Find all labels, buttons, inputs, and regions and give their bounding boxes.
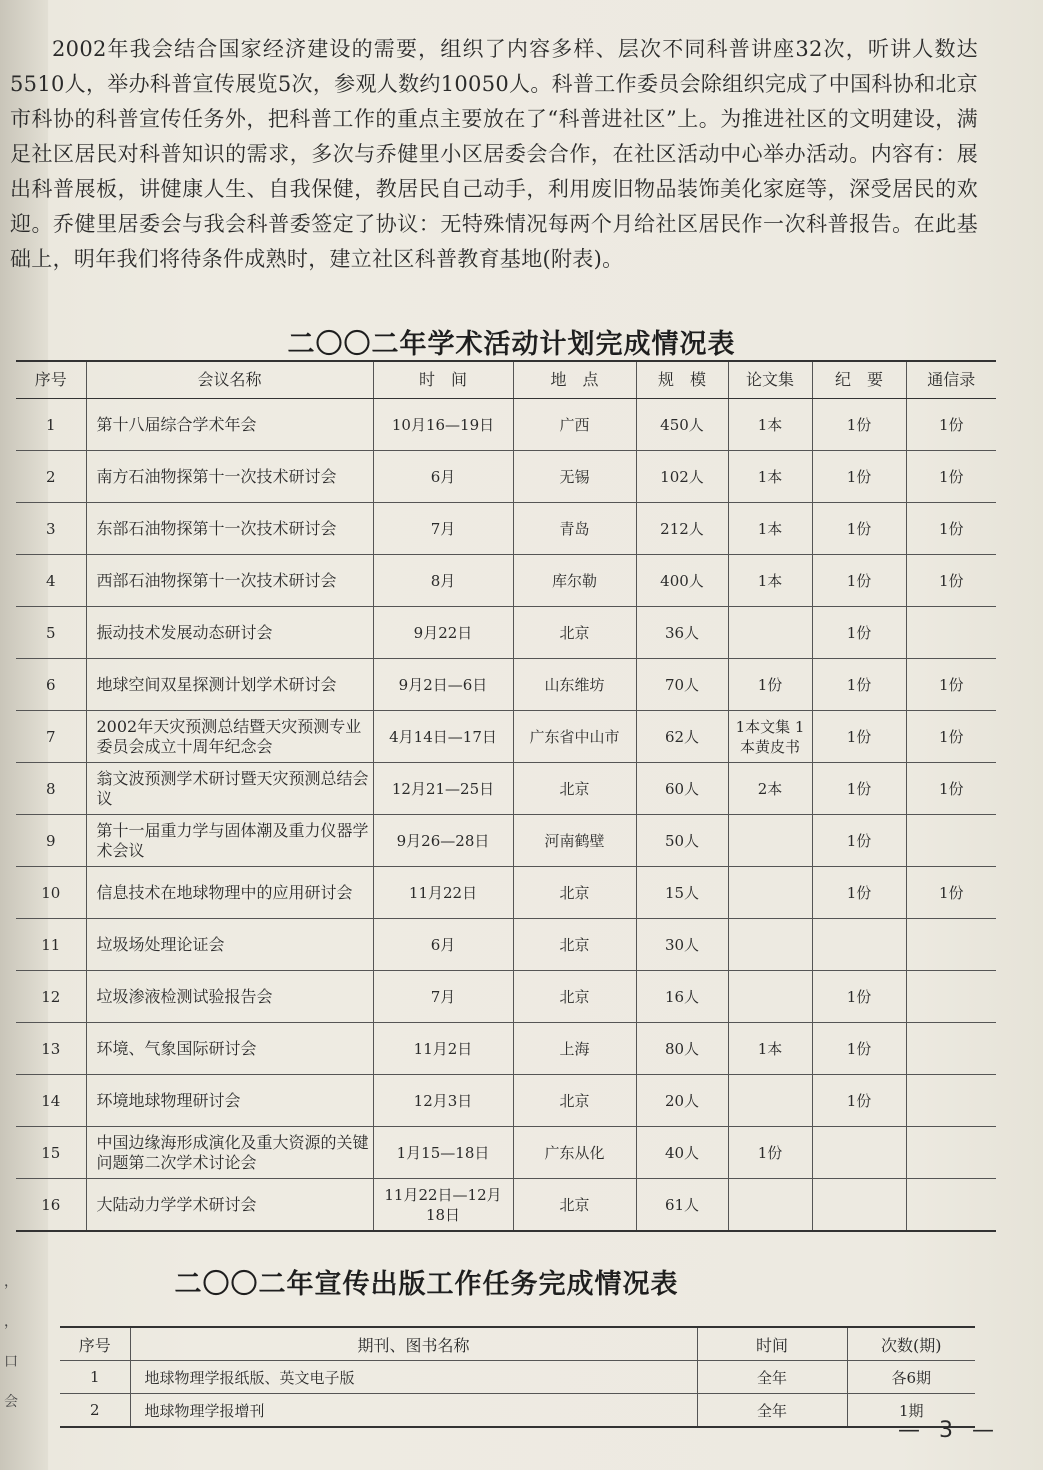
table-cell: 11月2日	[373, 1023, 513, 1075]
table-cell: 1份	[812, 1075, 906, 1127]
table-cell: 1份	[906, 503, 996, 555]
table-cell: 11月22日	[373, 867, 513, 919]
table-cell: 无锡	[513, 451, 636, 503]
table-cell	[728, 1075, 812, 1127]
table-cell: 4	[16, 555, 86, 607]
table-cell: 2本	[728, 763, 812, 815]
table-cell: 各6期	[847, 1361, 975, 1394]
table-row	[60, 1394, 975, 1428]
table-cell: 1份	[812, 451, 906, 503]
table-cell: 4月14日—17日	[373, 711, 513, 763]
column-header: 次数(期)	[847, 1327, 975, 1361]
table-cell	[728, 815, 812, 867]
table-cell: 9月2日—6日	[373, 659, 513, 711]
table-cell	[906, 1023, 996, 1075]
table-cell: 1份	[812, 763, 906, 815]
table-cell: 1本	[728, 1023, 812, 1075]
table-cell: 3	[16, 503, 86, 555]
table-cell: 1份	[812, 1023, 906, 1075]
table-cell: 60人	[636, 763, 728, 815]
table-cell: 北京	[513, 1075, 636, 1127]
table-cell: 11	[16, 919, 86, 971]
table-cell: 61人	[636, 1179, 728, 1232]
intro-paragraph: 2002年我会结合国家经济建设的需要，组织了内容多样、层次不同科普讲座32次，听讲人数达5510人，举办科普宣传展览5次，参观人数约10050人。科普工作委员会除组织完成了中国科协和北京市科协的科普宣传任务外，把科普工作的重点主要放在了“科普进社区”上。为推进社区的文明建设，满足社区居民对科普知识的需求，多次与乔健里小区居委会合作，在社区活动中心举办活动。内容有：展出科普展板，讲健康人生、自我保健，教居民自己动手，利用废旧物品装饰美化家庭等，深受居民的欢迎。乔健里居委会与我会科普委签定了协议：无特殊情况每两个月给社区居民作一次科普报告。在此基础上，明年我们将待条件成熟时，建立社区科普教育基地(附表)。	[10, 37, 978, 271]
margin-char: ，	[4, 1314, 18, 1330]
column-header: 序号	[16, 361, 86, 399]
table-cell: 16	[16, 1179, 86, 1232]
table-cell: 垃圾场处理论证会	[86, 919, 373, 971]
table-cell: 北京	[513, 607, 636, 659]
table-cell: 北京	[513, 919, 636, 971]
table-cell: 上海	[513, 1023, 636, 1075]
table-cell: 1本文集 1本黄皮书	[728, 711, 812, 763]
table-cell: 第十一届重力学与固体潮及重力仪器学术会议	[86, 815, 373, 867]
table-cell: 20人	[636, 1075, 728, 1127]
table-cell: 1份	[812, 711, 906, 763]
table-row	[16, 711, 996, 763]
table-cell: 8	[16, 763, 86, 815]
table-cell: 大陆动力学学术研讨会	[86, 1179, 373, 1232]
table-cell: 环境地球物理研讨会	[86, 1075, 373, 1127]
table-cell	[906, 1127, 996, 1179]
table-cell: 1份	[812, 399, 906, 451]
table-row	[16, 919, 996, 971]
table-cell: 青岛	[513, 503, 636, 555]
table-row	[16, 451, 996, 503]
table-cell: 10月16—19日	[373, 399, 513, 451]
table-cell: 中国边缘海形成演化及重大资源的关键问题第二次学术讨论会	[86, 1127, 373, 1179]
table-cell: 振动技术发展动态研讨会	[86, 607, 373, 659]
table-cell: 西部石油物探第十一次技术研讨会	[86, 555, 373, 607]
table-cell: 80人	[636, 1023, 728, 1075]
column-header: 会议名称	[86, 361, 373, 399]
table-cell: 6月	[373, 451, 513, 503]
table-row	[16, 867, 996, 919]
table-cell: 50人	[636, 815, 728, 867]
table-cell: 1份	[728, 659, 812, 711]
table-row	[16, 659, 996, 711]
table-row	[16, 815, 996, 867]
table-cell	[728, 607, 812, 659]
page-number: — 3 —	[898, 1418, 1000, 1443]
table-cell: 1本	[728, 399, 812, 451]
table-cell: 1份	[906, 555, 996, 607]
table-cell	[906, 1075, 996, 1127]
table-cell: 30人	[636, 919, 728, 971]
table-cell: 1份	[906, 763, 996, 815]
table-cell	[906, 1179, 996, 1232]
table-cell: 1本	[728, 555, 812, 607]
table-cell: 62人	[636, 711, 728, 763]
column-header: 时 间	[373, 361, 513, 399]
margin-char: 会	[4, 1394, 18, 1410]
column-header: 时间	[697, 1327, 847, 1361]
table-cell: 1月15—18日	[373, 1127, 513, 1179]
table-cell: 1份	[812, 503, 906, 555]
academic-activity-table	[16, 360, 996, 1232]
table-cell: 山东维坊	[513, 659, 636, 711]
table-cell: 1份	[728, 1127, 812, 1179]
table-cell: 河南鹤壁	[513, 815, 636, 867]
column-header: 地 点	[513, 361, 636, 399]
table-row	[60, 1361, 975, 1394]
table-cell: 1份	[812, 867, 906, 919]
table-cell: 7月	[373, 971, 513, 1023]
table-cell: 地球物理学报增刊	[130, 1394, 697, 1428]
table-cell: 450人	[636, 399, 728, 451]
table-cell: 1	[16, 399, 86, 451]
table-row	[16, 971, 996, 1023]
table-cell: 翁文波预测学术研讨暨天灾预测总结会议	[86, 763, 373, 815]
table-cell: 13	[16, 1023, 86, 1075]
table-cell: 垃圾渗液检测试验报告会	[86, 971, 373, 1023]
table-cell: 1本	[728, 503, 812, 555]
table-cell: 北京	[513, 763, 636, 815]
intro-text	[10, 32, 978, 277]
academic-table-title: 二〇〇二年学术活动计划完成情况表	[287, 329, 736, 360]
table-body	[60, 1361, 975, 1428]
table-row	[16, 399, 996, 451]
table-body	[16, 399, 996, 1232]
publication-table	[60, 1326, 975, 1428]
table-cell: 212人	[636, 503, 728, 555]
publication-table-title: 二〇〇二年宣传出版工作任务完成情况表	[174, 1269, 679, 1300]
table-cell	[906, 919, 996, 971]
table-cell: 1份	[906, 399, 996, 451]
table-cell: 11月22日—12月18日	[373, 1179, 513, 1232]
table-row	[16, 1179, 996, 1232]
column-header: 论文集	[728, 361, 812, 399]
table-cell	[906, 971, 996, 1023]
margin-char: 口	[4, 1354, 18, 1370]
column-header: 规 模	[636, 361, 728, 399]
table-cell: 102人	[636, 451, 728, 503]
table-cell: 1份	[812, 971, 906, 1023]
table-cell: 地球空间双星探测计划学术研讨会	[86, 659, 373, 711]
table-row	[16, 1127, 996, 1179]
table-cell: 2	[16, 451, 86, 503]
table-cell	[812, 1127, 906, 1179]
table-cell: 7	[16, 711, 86, 763]
table-cell: 北京	[513, 971, 636, 1023]
table-cell: 第十八届综合学术年会	[86, 399, 373, 451]
table-cell	[812, 1179, 906, 1232]
table-cell: 广西	[513, 399, 636, 451]
table-cell: 广东省中山市	[513, 711, 636, 763]
table-cell: 70人	[636, 659, 728, 711]
table-row	[16, 763, 996, 815]
table-cell: 7月	[373, 503, 513, 555]
table-row	[16, 607, 996, 659]
table-cell: 9月22日	[373, 607, 513, 659]
table-cell: 1份	[906, 659, 996, 711]
table-cell: 9	[16, 815, 86, 867]
table-cell: 1本	[728, 451, 812, 503]
table-cell: 库尔勒	[513, 555, 636, 607]
column-header: 通信录	[906, 361, 996, 399]
column-header: 期刊、图书名称	[130, 1327, 697, 1361]
table-cell: 1份	[812, 815, 906, 867]
table-cell: 2	[60, 1394, 130, 1428]
table-cell: 9月26—28日	[373, 815, 513, 867]
table-cell: 2002年天灾预测总结暨天灾预测专业委员会成立十周年纪念会	[86, 711, 373, 763]
table-cell: 6	[16, 659, 86, 711]
table-cell: 6月	[373, 919, 513, 971]
table-cell	[728, 867, 812, 919]
column-header: 纪 要	[812, 361, 906, 399]
table-cell	[906, 815, 996, 867]
table-cell	[728, 971, 812, 1023]
table-cell: 40人	[636, 1127, 728, 1179]
table-cell: 1份	[812, 659, 906, 711]
table-cell: 1	[60, 1361, 130, 1394]
table-cell: 1期	[847, 1394, 975, 1428]
table-row	[16, 555, 996, 607]
table-row	[16, 1075, 996, 1127]
table-cell: 15人	[636, 867, 728, 919]
table-row	[16, 1023, 996, 1075]
table-cell: 12月21—25日	[373, 763, 513, 815]
table-cell: 12月3日	[373, 1075, 513, 1127]
table-cell: 全年	[697, 1394, 847, 1428]
table-cell: 16人	[636, 971, 728, 1023]
table-cell: 1份	[906, 867, 996, 919]
table-cell: 北京	[513, 1179, 636, 1232]
table-cell: 1份	[906, 451, 996, 503]
table-cell	[728, 919, 812, 971]
table-header-row	[16, 361, 996, 399]
table-cell: 5	[16, 607, 86, 659]
table-cell: 1份	[812, 555, 906, 607]
table-cell: 南方石油物探第十一次技术研讨会	[86, 451, 373, 503]
table-cell: 信息技术在地球物理中的应用研讨会	[86, 867, 373, 919]
table-cell: 北京	[513, 867, 636, 919]
table-cell: 1份	[906, 711, 996, 763]
table-cell: 环境、气象国际研讨会	[86, 1023, 373, 1075]
table-cell: 12	[16, 971, 86, 1023]
table-cell	[728, 1179, 812, 1232]
table-header-row	[60, 1327, 975, 1361]
table-cell	[906, 607, 996, 659]
table-cell: 广东从化	[513, 1127, 636, 1179]
table-cell: 地球物理学报纸版、英文电子版	[130, 1361, 697, 1394]
table-cell: 14	[16, 1075, 86, 1127]
table-cell: 1份	[812, 607, 906, 659]
table-cell: 全年	[697, 1361, 847, 1394]
column-header: 序号	[60, 1327, 130, 1361]
table-cell: 36人	[636, 607, 728, 659]
margin-char: ，	[4, 1274, 18, 1290]
table-cell: 8月	[373, 555, 513, 607]
table-cell	[812, 919, 906, 971]
table-cell: 400人	[636, 555, 728, 607]
table-cell: 15	[16, 1127, 86, 1179]
table-cell: 10	[16, 867, 86, 919]
table-cell: 东部石油物探第十一次技术研讨会	[86, 503, 373, 555]
table-row	[16, 503, 996, 555]
